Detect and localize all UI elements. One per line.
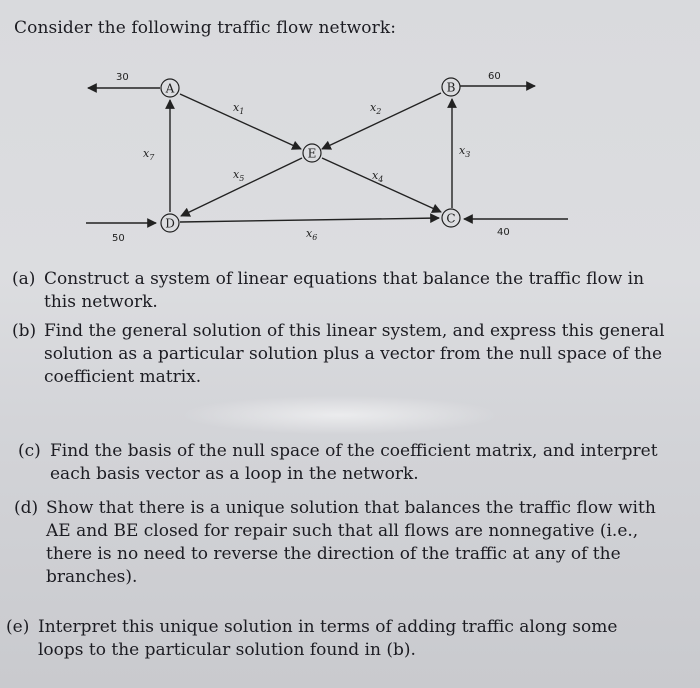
node-d xyxy=(161,214,179,232)
node-b xyxy=(442,78,460,96)
flow-d-in-label: 50 xyxy=(112,233,125,244)
edge-x2-arrow xyxy=(322,93,441,149)
question-a-tag: (a) xyxy=(12,269,36,289)
question-e-text: Interpret this unique solution in terms of adding traffic along some loops to the particular solution found in (b). xyxy=(38,617,618,660)
traffic-network-diagram xyxy=(0,0,700,260)
intro-text: Consider the following traffic flow network: xyxy=(14,18,397,38)
question-b-text: Find the general solution of this linear system, and express this general solution as a particular solution plus a vector from the null space of the coefficient matrix. xyxy=(44,321,665,387)
node-d-label: D xyxy=(165,216,175,231)
flow-b-out-label: 60 xyxy=(488,71,501,82)
edge-x3-label: $x_3$ xyxy=(459,144,471,159)
node-e-label: E xyxy=(307,146,317,161)
flow-a-out-label: 30 xyxy=(116,72,129,83)
edge-x7-label: $x_7$ xyxy=(143,147,155,162)
node-a-label: A xyxy=(165,81,175,96)
question-c xyxy=(18,440,678,486)
question-c-tag: (c) xyxy=(18,441,41,461)
edge-x2-label: $x_2$ xyxy=(370,101,382,116)
question-d xyxy=(14,497,674,589)
edge-x6-label: $x_6$ xyxy=(306,227,318,242)
edge-x4-arrow xyxy=(322,158,441,212)
node-a xyxy=(161,79,179,97)
question-b xyxy=(12,320,672,389)
question-a-text: Construct a system of linear equations that balance the traffic flow in this network. xyxy=(44,269,645,312)
edge-x1-label: $x_1$ xyxy=(233,101,245,116)
edge-x6-arrow xyxy=(180,218,439,222)
flow-c-in-label: 40 xyxy=(497,227,510,238)
edge-x1-arrow xyxy=(180,94,301,149)
node-e xyxy=(303,144,321,162)
question-d-text: Show that there is a unique solution that balances the traffic flow with AE and BE closed for repair such that all flows are nonnegative (i.e., there is no need to reverse the direction of the traffic at any of the branches). xyxy=(46,498,656,587)
node-b-label: B xyxy=(446,80,456,95)
question-a xyxy=(12,268,672,314)
question-b-tag: (b) xyxy=(12,321,37,341)
edge-x5-label: $x_5$ xyxy=(233,168,245,183)
node-c xyxy=(442,209,460,227)
question-c-text: Find the basis of the null space of the coefficient matrix, and interpret each basis vector as a loop in the network. xyxy=(50,441,658,484)
edge-x5-arrow xyxy=(181,158,302,216)
question-d-tag: (d) xyxy=(14,498,39,518)
edge-x4-label: $x_4$ xyxy=(372,169,384,184)
question-e-tag: (e) xyxy=(6,617,30,637)
question-e xyxy=(6,616,666,662)
photo-glare xyxy=(180,395,500,435)
node-c-label: C xyxy=(446,211,456,226)
